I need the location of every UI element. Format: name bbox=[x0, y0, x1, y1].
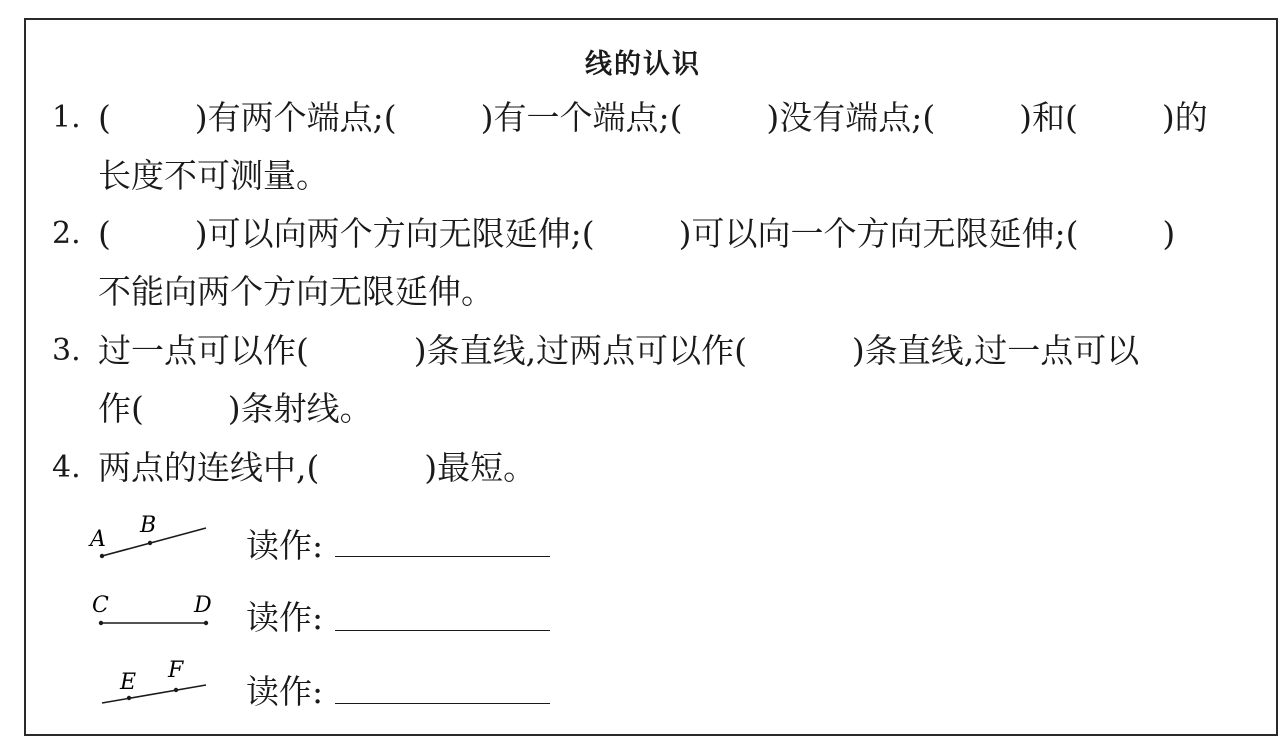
page-title: 线的认识 bbox=[585, 49, 701, 80]
question-1-number: 1. bbox=[52, 100, 81, 135]
point-e-label: E bbox=[120, 670, 137, 695]
figure-3-answer-blank[interactable] bbox=[335, 703, 550, 704]
question-1-line1: ( )有两个端点;( )有一个端点;( )没有端点;( )和( )的 bbox=[98, 98, 1208, 137]
question-2-number: 2. bbox=[52, 216, 81, 251]
question-2-line2: 不能向两个方向无限延伸。 bbox=[98, 272, 494, 311]
question-3-line2: 作( )条射线。 bbox=[98, 389, 373, 428]
figure-2-read-label: 读作: bbox=[246, 598, 324, 637]
point-d-label: D bbox=[194, 593, 212, 618]
figure-1-answer-blank[interactable] bbox=[335, 556, 550, 557]
point-a-dot bbox=[100, 554, 104, 558]
figure-3-read-label: 读作: bbox=[246, 672, 324, 711]
point-c-dot bbox=[99, 621, 103, 625]
point-f-label: F bbox=[168, 658, 184, 683]
question-1-line2: 长度不可测量。 bbox=[98, 156, 329, 195]
line-ef-figure bbox=[88, 655, 218, 715]
point-b-label: B bbox=[140, 513, 157, 538]
question-4-line1: 两点的连线中,( )最短。 bbox=[98, 448, 537, 487]
line-ef-line bbox=[102, 685, 206, 703]
point-d-dot bbox=[204, 621, 208, 625]
question-3-line1: 过一点可以作( )条直线,过两点可以作( )条直线,过一点可以 bbox=[98, 331, 1140, 370]
figure-1-read-label: 读作: bbox=[246, 526, 324, 565]
question-2-line1: ( )可以向两个方向无限延伸;( )可以向一个方向无限延伸;( ) bbox=[98, 214, 1176, 253]
segment-cd-figure bbox=[88, 588, 218, 648]
point-c-label: C bbox=[92, 593, 109, 618]
point-a-label: A bbox=[90, 527, 106, 552]
question-4-number: 4. bbox=[52, 450, 81, 485]
point-b-dot bbox=[148, 541, 152, 545]
point-f-dot bbox=[174, 688, 178, 692]
ray-ab-figure bbox=[88, 510, 218, 570]
point-e-dot bbox=[127, 696, 131, 700]
figure-2-answer-blank[interactable] bbox=[335, 630, 550, 631]
question-3-number: 3. bbox=[52, 333, 81, 368]
